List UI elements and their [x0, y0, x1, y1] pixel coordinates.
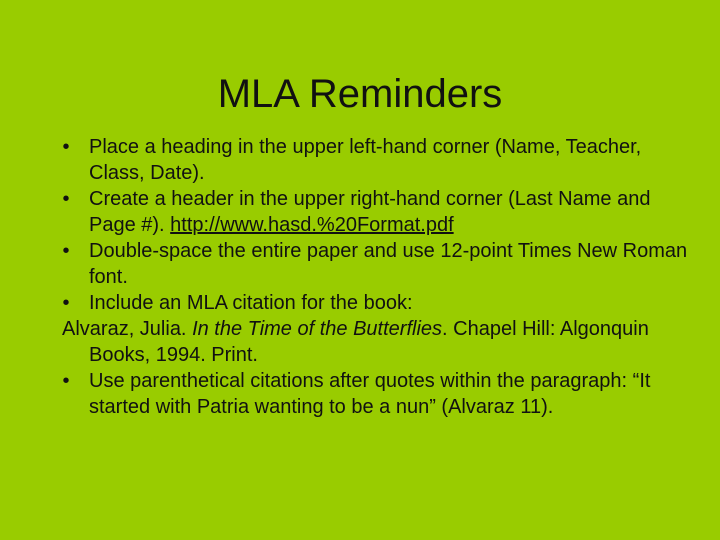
bullet-icon: •: [62, 292, 70, 314]
slide-content: [62, 134, 702, 420]
bullet-icon: •: [62, 240, 70, 262]
book-citation: [62, 316, 702, 368]
bullet-text: Double-space the entire paper and use 12-point Times New Roman font.: [89, 240, 688, 288]
bullet-text: Create a header in the upper right-hand corner (Last Name and Page #).: [89, 188, 651, 236]
bullet-icon: •: [62, 188, 70, 210]
bullet-item-header: [62, 186, 702, 238]
bullet-item-citation: [62, 290, 702, 316]
bullet-text: Place a heading in the upper left-hand corner (Name, Teacher, Class, Date).: [89, 136, 642, 184]
slide-title: MLA Reminders: [217, 72, 503, 116]
citation-author: Alvaraz, Julia.: [62, 318, 193, 340]
bullet-text: Use parenthetical citations after quotes within the paragraph: “It started with Patria wanting to be a nun” (Alvaraz 11).: [89, 370, 651, 418]
format-pdf-link[interactable]: http://www.hasd.%20Format.pdf: [170, 214, 454, 236]
bullet-item-heading: [62, 134, 702, 186]
bullet-item-parenthetical: [62, 368, 702, 420]
bullet-icon: •: [62, 136, 70, 158]
bullet-icon: •: [62, 370, 70, 392]
citation-book-title: In the Time of the Butterflies: [192, 318, 443, 340]
bullet-item-spacing: [62, 238, 702, 290]
citation-publication: . Chapel Hill: Algonquin Books, 1994. Print.: [89, 318, 649, 366]
bullet-text: Include an MLA citation for the book:: [89, 292, 413, 314]
